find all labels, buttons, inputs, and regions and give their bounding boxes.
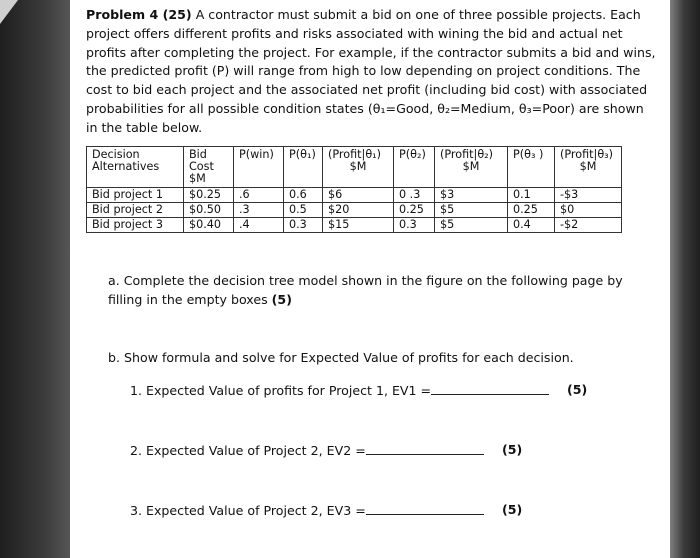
question-a-letter: a. (108, 273, 120, 288)
header-profit2: (Profit|θ₂) $M (435, 147, 508, 188)
problem-title: Problem 4 (25) (86, 7, 192, 22)
table-header-row (87, 147, 622, 188)
question-b-text: Show formula and solve for Expected Value of profits for each decision. (124, 350, 574, 365)
table-row: Bid project 1 $0.25 .6 0.6 $6 0 .3 $3 0.1 -$3 (87, 188, 622, 203)
question-a (108, 272, 648, 310)
problem-statement (86, 6, 656, 138)
question-b-item-2 (130, 441, 484, 461)
question-b-item-1 (130, 381, 549, 401)
header-p2: P(θ₂) (394, 147, 435, 188)
ev2-points: (5) (502, 442, 523, 457)
question-a-points: (5) (271, 291, 292, 307)
right-page-shadow (668, 0, 700, 558)
header-decision: Decision Alternatives (87, 147, 184, 188)
ev1-label: 1. Expected Value of profits for Project 1, EV1 = (130, 383, 432, 398)
ev2-answer-blank[interactable] (366, 441, 484, 455)
bid-table (86, 146, 622, 233)
header-profit1: (Profit|θ₁) $M (323, 147, 394, 188)
ev1-points: (5) (567, 382, 588, 397)
ev3-points: (5) (502, 502, 523, 517)
corner-fold-mark (0, 0, 18, 24)
ev1-answer-blank[interactable] (431, 381, 549, 395)
header-bid-cost: Bid Cost $M (184, 147, 234, 188)
question-b-letter: b. (108, 350, 120, 365)
ev2-label: 2. Expected Value of Project 2, EV2 = (130, 443, 366, 458)
left-page-shadow (0, 0, 70, 558)
ev3-answer-blank[interactable] (366, 501, 484, 515)
question-b-item-3 (130, 501, 484, 521)
ev3-label: 3. Expected Value of Project 2, EV3 = (130, 503, 366, 518)
question-b (108, 349, 648, 368)
header-p1: P(θ₁) (284, 147, 323, 188)
table-row: Bid project 2 $0.50 .3 0.5 $20 0.25 $5 0.25 $0 (87, 203, 622, 218)
header-profit3: (Profit|θ₃) $M (555, 147, 622, 188)
table-row: Bid project 3 $0.40 .4 0.3 $15 0.3 $5 0.4 -$2 (87, 218, 622, 233)
question-a-text: Complete the decision tree model shown in the figure on the following page by filling in the empty boxes (108, 273, 623, 307)
document-page (70, 0, 670, 558)
problem-text: A contractor must submit a bid on one of three possible projects. Each project offers different profits and risks associated with wining the bid and actual net profits after completing the project. For example, if the contractor submits a bid and wins, the predicted profit (P) will range from high to low depending on project conditions. The cost to bid each project and the associated net profit (including bid cost) with associated probabilities for all possible condition states (θ₁=Good, θ₂=Medium, θ₃=Poor) are shown in the table below. (86, 7, 656, 135)
header-p3: P(θ₃ ) (508, 147, 555, 188)
header-pwin: P(win) (234, 147, 284, 188)
